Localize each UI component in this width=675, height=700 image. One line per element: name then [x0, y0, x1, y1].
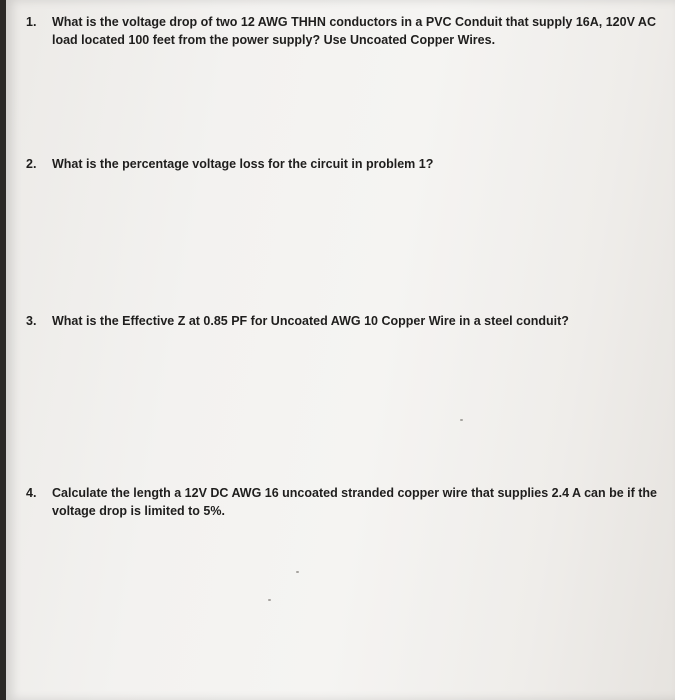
- question-text: What is the percentage voltage loss for the circuit in problem 1?: [52, 157, 434, 171]
- question-text: What is the Effective Z at 0.85 PF for Uncoated AWG 10 Copper Wire in a steel conduit?: [52, 314, 569, 328]
- question-text: What is the voltage drop of two 12 AWG THHN conductors in a PVC Conduit that supply 16A, 120V AC load located 100 feet from the power supply? Use Uncoated Copper Wires.: [52, 15, 656, 47]
- question-number: 4.: [26, 486, 37, 500]
- paper-speck: [460, 419, 463, 421]
- paper-speck: [296, 571, 299, 573]
- question-number: 1.: [26, 15, 37, 29]
- question-text: Calculate the length a 12V DC AWG 16 uncoated stranded copper wire that supplies 2.4 A can be if the voltage drop is limited to 5%.: [52, 486, 657, 518]
- worksheet-page: [6, 0, 675, 700]
- question-number: 3.: [26, 314, 37, 328]
- paper-speck: [268, 599, 271, 601]
- question-number: 2.: [26, 157, 37, 171]
